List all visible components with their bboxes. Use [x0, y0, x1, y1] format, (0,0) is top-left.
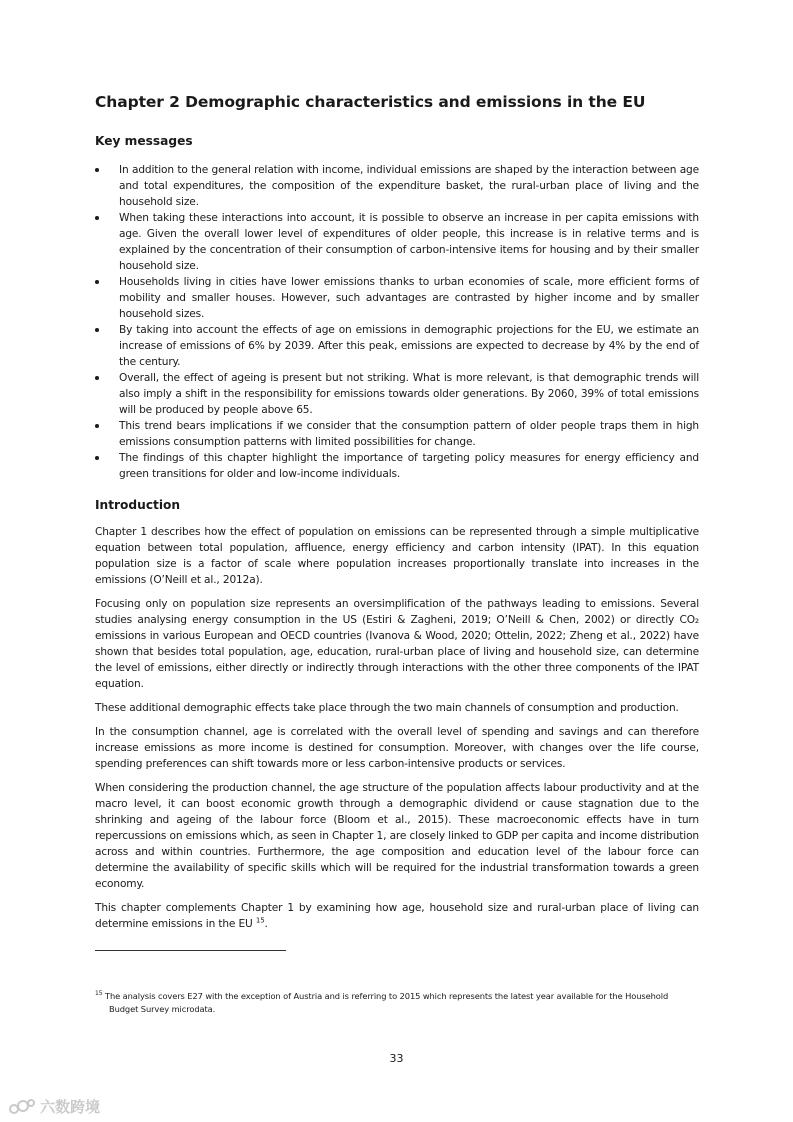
key-message-item: The findings of this chapter highlight the importance of targeting policy measures for energy efficiency and green transitions for older and low-income individuals.: [95, 450, 699, 482]
key-message-item: This trend bears implications if we consider that the consumption pattern of older people traps them in high emissions consumption patterns with limited possibilities for change.: [95, 418, 699, 450]
key-message-item: By taking into account the effects of age on emissions in demographic projections for the EU, we estimate an increase of emissions of 6% by 2039. After this peak, emissions are expected to decrease by 4% by the end of the century.: [95, 322, 699, 370]
bullet-icon: [95, 456, 99, 460]
paragraph: Focusing only on population size represents an oversimplification of the pathways leading to emissions. Several studies analysing energy consumption in the US (Estiri & Zagheni, 2019; O’Neill & Chen, 2002) or directly CO₂ emissions in various European and OECD countries (Ivanova & Wood, 2020; Ottelin, 2022; Zheng et al., 2022) have shown that besides total population, age, education, rural-urban place of living and household size, can determine the level of emissions, either directly or indirectly through interactions with the other three components of the IPAT equation.: [95, 598, 699, 690]
key-message-item: Households living in cities have lower emissions thanks to urban economies of scale, more efficient forms of mobility and smaller houses. However, such advantages are contrasted by higher income and by smaller household sizes.: [95, 274, 699, 322]
watermark-text: 六数跨境: [40, 1098, 101, 1116]
footnote-text: The analysis covers E27 with the exception of Austria and is referring to 2015 which represents the latest year available for the Household: [104, 991, 669, 1001]
key-message-item: Overall, the effect of ageing is present but not striking. What is more relevant, is that demographic trends will also imply a shift in the responsibility for emissions towards older generations. By 2060, 39% of total emissions will be produced by people above 65.: [95, 370, 699, 418]
paragraph: These additional demographic effects take place through the two main channels of consumption and production.: [95, 702, 679, 714]
page-number: 33: [389, 1052, 404, 1065]
key-message-item: When taking these interactions into account, it is possible to observe an increase in per capita emissions with age. Given the overall lower level of expenditures of older people, this increase is in relative terms and is explained by the concentration of their consumption of carbon-intensive items for housing and by their smaller household size.: [95, 210, 699, 274]
introduction-heading: Introduction: [95, 498, 181, 512]
bullet-icon: [95, 280, 99, 284]
key-messages-heading: Key messages: [95, 134, 193, 148]
bullet-icon: [95, 328, 99, 332]
bullet-icon: [95, 376, 99, 380]
logo-icon: [8, 1097, 36, 1117]
introduction-body: [95, 524, 699, 932]
footnote-number: 15: [95, 990, 103, 998]
footnote-reference[interactable]: 15: [255, 916, 265, 925]
paragraph-last: This chapter complements Chapter 1 by examining how age, household size and rural-urban place of living can determine emissions in the EU $^{15}$.: [95, 902, 699, 930]
paragraph: In the consumption channel, age is correlated with the overall level of spending and savings and can therefore increase emissions as more income is destined for consumption. Moreover, with changes over the life course, spending preferences can shift towards more or less carbon-intensive products or services.: [95, 726, 699, 770]
watermark: [8, 1096, 100, 1117]
key-messages-list: [95, 162, 699, 482]
key-message-item: In addition to the general relation with income, individual emissions are shaped by the interaction between age and total expenditures, the composition of the expenditure basket, the rural-urban place of living and the household size.: [95, 162, 699, 210]
chapter-title: Chapter 2 Demographic characteristics and emissions in the EU: [95, 93, 646, 111]
footnote-divider: [95, 950, 286, 951]
bullet-icon: [95, 168, 99, 172]
paragraph: When considering the production channel, the age structure of the population affects labour productivity and at the macro level, it can boost economic growth through a demographic dividend or cause stagnation due to the shrinking and ageing of the labour force (Bloom et al., 2015). These macroeconomic effects have in turn repercussions on emissions which, as seen in Chapter 1, are closely linked to GDP per capita and income distribution across and within countries. Furthermore, the age composition and education level of the labour force can determine the availability of specific skills which will be required for the industrial transformation towards a green economy.: [95, 782, 699, 890]
bullet-icon: [95, 424, 99, 428]
paragraph-text: This chapter complements Chapter 1 by examining how age, household size and rural-urban place of living can determine emissions in the EU: [95, 902, 699, 930]
footnote: [95, 990, 699, 1016]
footnote-text-continued: Budget Survey microdata.: [109, 1004, 216, 1014]
paragraph: Chapter 1 describes how the effect of population on emissions can be represented through a simple multiplicative equation between total population, affluence, energy efficiency and carbon intensity (IPAT). In this equation population size is a factor of scale where population increases proportionally translate into increases in the emissions (O’Neill et al., 2012a).: [95, 526, 699, 586]
bullet-icon: [95, 216, 99, 220]
